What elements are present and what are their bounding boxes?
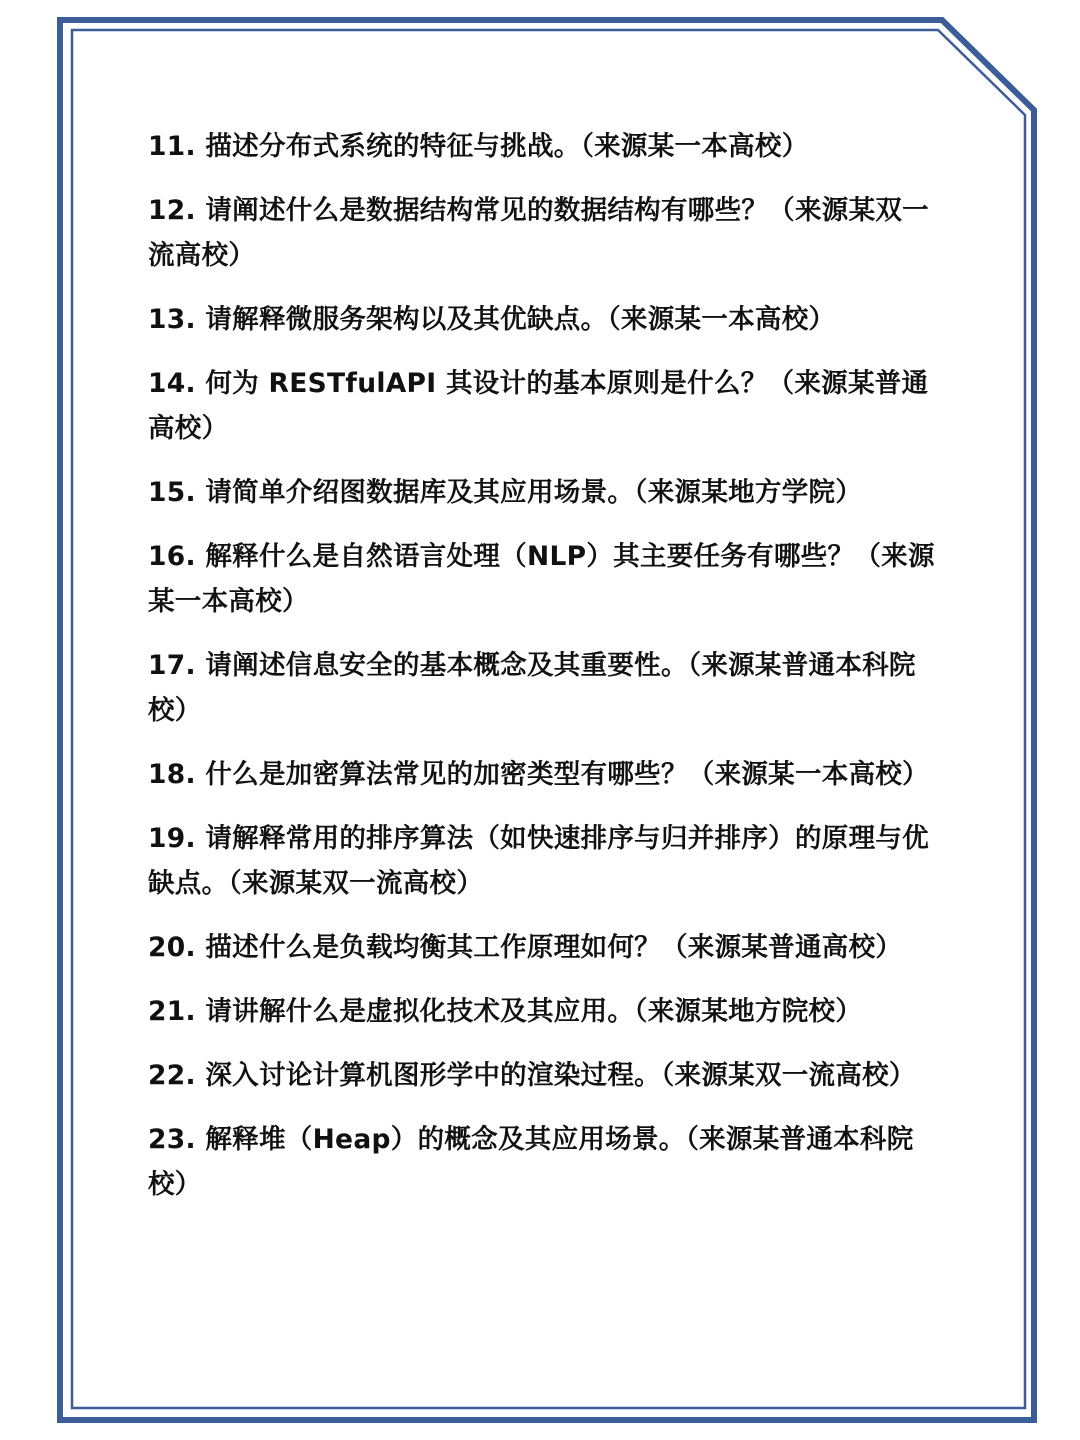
question-item: 16. 解释什么是自然语言处理（NLP）其主要任务有哪些？（来源某一本高校）	[148, 541, 935, 617]
question-item: 17. 请阐述信息安全的基本概念及其重要性。（来源某普通本科院校）	[148, 650, 916, 726]
question-item: 11. 描述分布式系统的特征与挑战。（来源某一本高校）	[148, 131, 809, 162]
question-item: 18. 什么是加密算法常见的加密类型有哪些？（来源某一本高校）	[148, 759, 929, 790]
question-item: 15. 请简单介绍图数据库及其应用场景。（来源某地方学院）	[148, 477, 863, 508]
question-item: 22. 深入讨论计算机图形学中的渲染过程。（来源某双一流高校）	[148, 1060, 916, 1091]
question-item: 12. 请阐述什么是数据结构常见的数据结构有哪些？（来源某双一流高校）	[148, 195, 929, 271]
question-item: 14. 何为 RESTfulAPI 其设计的基本原则是什么？（来源某普通高校）	[148, 368, 929, 444]
question-list	[148, 124, 948, 1226]
question-item: 23. 解释堆（Heap）的概念及其应用场景。（来源某普通本科院校）	[148, 1124, 914, 1200]
question-item: 20. 描述什么是负载均衡其工作原理如何？（来源某普通高校）	[148, 932, 903, 963]
question-item: 13. 请解释微服务架构以及其优缺点。（来源某一本高校）	[148, 304, 836, 335]
question-item: 19. 请解释常用的排序算法（如快速排序与归并排序）的原理与优缺点。（来源某双一流高校）	[148, 823, 929, 899]
question-item: 21. 请讲解什么是虚拟化技术及其应用。（来源某地方院校）	[148, 996, 863, 1027]
